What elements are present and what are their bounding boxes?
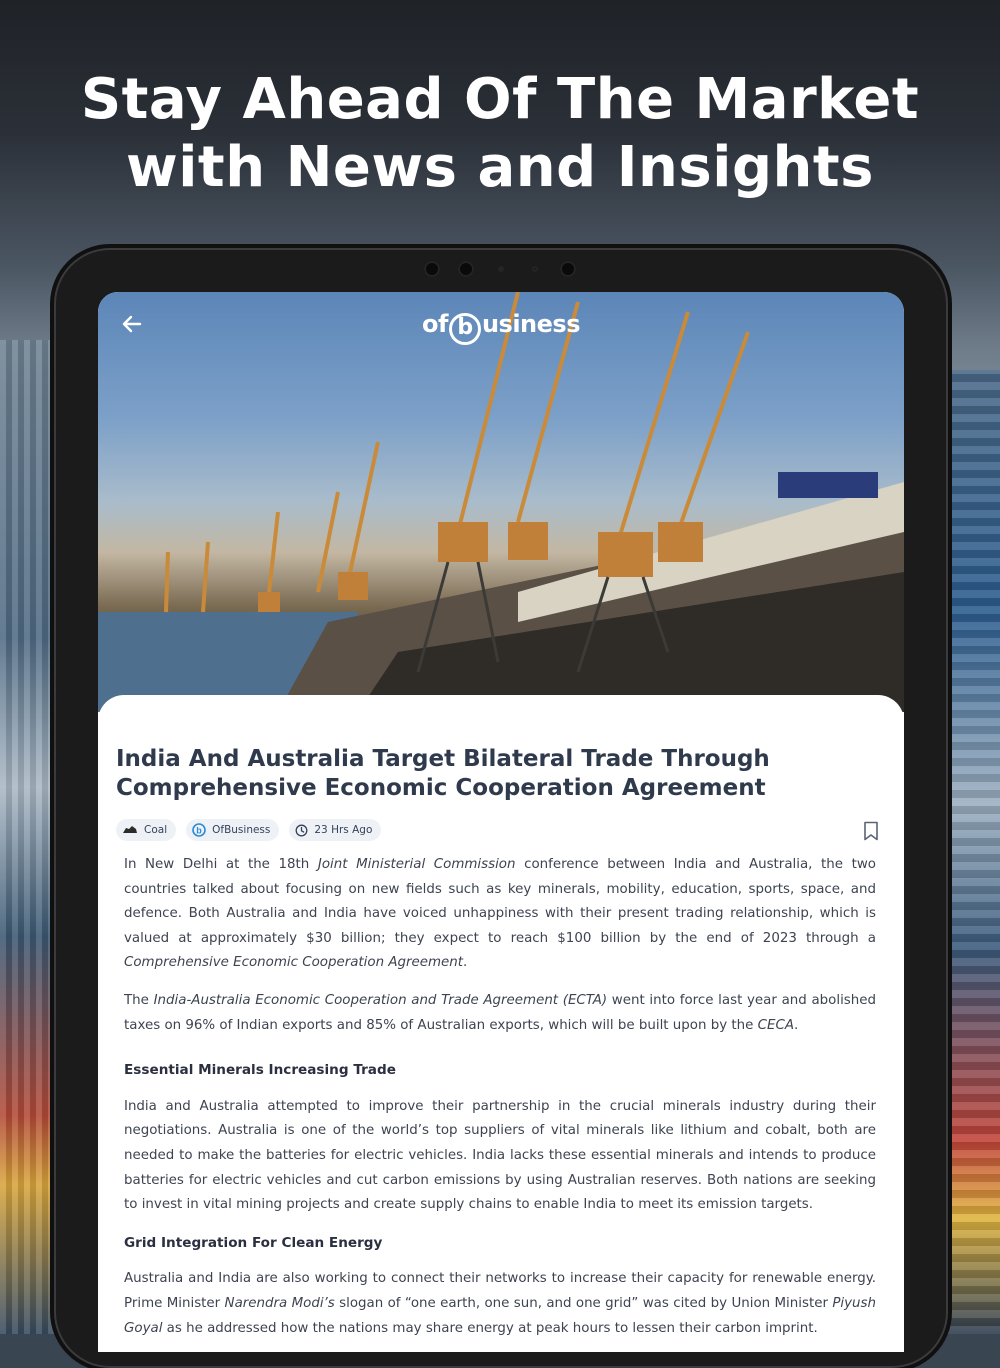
time-label: 23 Hrs Ago: [314, 824, 373, 836]
text-run: went into force last year and abolished taxes on 96% of Indian exports and 85% of Australian exports, which will be built upon by the: [124, 992, 876, 1033]
text-run: slogan of “one earth, one sun, and one grid” was cited by Union Minister: [334, 1295, 833, 1311]
article-meta: [116, 819, 381, 841]
text-run: The: [124, 992, 154, 1008]
coal-icon: [122, 825, 138, 835]
paragraph-2: [124, 989, 876, 1038]
headline-line-1: Stay Ahead Of The Market: [80, 67, 920, 132]
text-run: as he addressed how the nations may share energy at peak hours to lessen their carbon imprint.: [162, 1320, 818, 1336]
paragraph-1: [124, 853, 876, 976]
italic-run: Comprehensive Economic Cooperation Agreement: [124, 955, 463, 971]
svg-text:b: b: [196, 825, 202, 836]
logo-text-right: usiness: [481, 310, 580, 338]
article-title-line-2: Comprehensive Economic Cooperation Agreement: [116, 775, 766, 801]
logo-text-left: of: [422, 310, 448, 338]
background-right-port: [940, 370, 1000, 1334]
port-cranes-illustration: [98, 292, 904, 712]
text-run: .: [463, 955, 468, 971]
section-heading-grid: Grid Integration For Clean Energy: [124, 1234, 383, 1251]
promo-headline: [0, 66, 1000, 202]
camera-lens-icon: [458, 261, 474, 277]
clock-icon: [295, 824, 308, 837]
italic-run: Narendra Modi’s: [224, 1295, 335, 1311]
bookmark-button[interactable]: [862, 821, 882, 843]
italic-run: Joint Ministerial Commission: [317, 857, 516, 872]
ofbusiness-logo: [98, 310, 904, 345]
text-run: .: [793, 1017, 799, 1033]
italic-run: CECA: [757, 1017, 794, 1033]
source-chip[interactable]: [186, 819, 279, 841]
article-card: [98, 695, 904, 1352]
sensor-dot-icon: [532, 266, 538, 272]
source-label: OfBusiness: [212, 824, 271, 836]
text-run: conference between India and Australia, the two countries talked about focusing on new fields such as key minerals, mobility, education, sports, space, and defence. Both Australia and India have voiced unhappiness with their present trading relationship, which is valued at approximately $30 billion; they expect to reach $100 billion by the end of 2023 through a: [124, 857, 876, 946]
logo-mark: b: [449, 313, 481, 345]
headline-line-2: with News and Insights: [126, 135, 874, 200]
sensor-icon: [424, 261, 440, 277]
paragraph-3: India and Australia attempted to improve their partnership in the crucial minerals industry during their negotiations. Australia is one of the world’s top suppliers of vital minerals like lithium and cobalt, both are needed to make the batteries for electric vehicles. India lacks these essential minerals and intends to produce batteries for electric vehicles and cut carbon emissions by using Australian reserves. Both nations are seeking to invest in vital mining projects and create supply chains to enable India to meet its emission targets.: [124, 1098, 876, 1213]
article-title-line-1: India And Australia Target Bilateral Trade Through: [116, 746, 770, 772]
text-run: In New Delhi at the 18th: [124, 857, 318, 872]
bookmark-icon: [862, 821, 880, 841]
ofbusiness-source-icon: [192, 823, 206, 837]
sensor-icon: [560, 261, 576, 277]
sensor-dot-icon: [498, 266, 504, 272]
italic-run: Piyush Goyal: [124, 1295, 876, 1336]
camera-bar: [418, 258, 588, 280]
category-label: Coal: [144, 824, 168, 836]
time-chip: [289, 819, 381, 841]
italic-run: India-Australia Economic Cooperation and Trade Agreement (ECTA): [153, 992, 608, 1008]
article-title: [116, 745, 816, 803]
article-hero-image: [98, 292, 904, 712]
article-body: [124, 853, 876, 1352]
category-chip[interactable]: [116, 819, 176, 841]
text-run: Australia and India are also working to connect their networks to increase their capacity for renewable energy. Prime Minister: [124, 1271, 876, 1311]
app-screen: [98, 292, 904, 1352]
section-heading-minerals: Essential Minerals Increasing Trade: [124, 1062, 396, 1079]
paragraph-4: [124, 1267, 876, 1341]
